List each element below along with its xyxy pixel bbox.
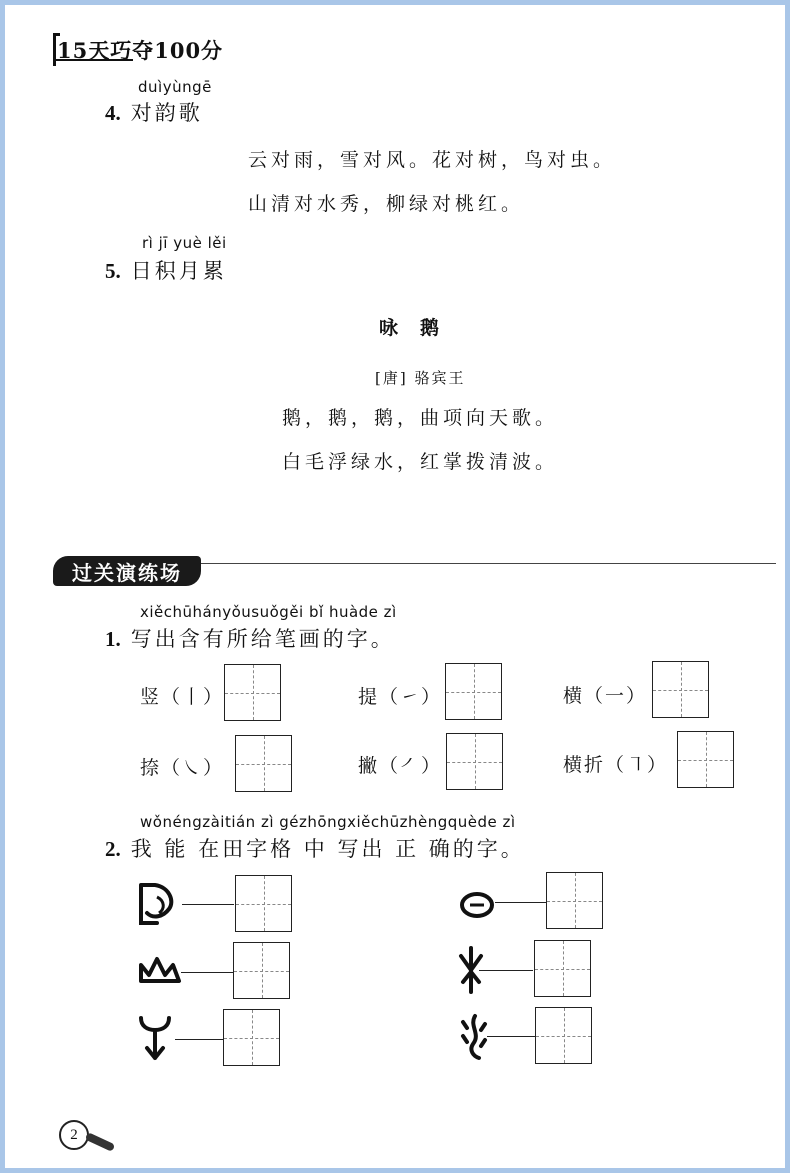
q1-item-label: 竖（丨） — [140, 686, 225, 708]
q1-item-label: 提（㇀） — [358, 686, 443, 708]
tianzige-box[interactable] — [535, 1007, 592, 1064]
magnifier-handle-icon — [85, 1132, 116, 1152]
tianzige-box[interactable] — [235, 735, 292, 792]
tianzige-box[interactable] — [534, 940, 591, 997]
tianzige-box[interactable] — [546, 872, 603, 929]
connector-line — [181, 972, 233, 973]
connector-line — [479, 970, 533, 971]
tianzige-box[interactable] — [445, 663, 502, 720]
sec5-heading — [105, 255, 227, 285]
sec5-pinyin: rì jī yuè lěi — [142, 234, 227, 252]
page-number: 2 — [59, 1120, 89, 1150]
poem-author: [唐] 骆宾王 — [375, 369, 466, 387]
sec4-pinyin: duìyùngē — [138, 78, 212, 96]
q1-title: 写出含有所给笔画的字。 — [130, 627, 395, 651]
tianzige-box[interactable] — [233, 942, 290, 999]
q1-pinyin: xiěchūhányǒusuǒgěi bǐ huàde zì — [140, 603, 397, 621]
q2-heading — [105, 833, 525, 863]
section-divider — [201, 563, 776, 564]
q1-heading — [105, 623, 395, 653]
ancient-water-icon — [455, 1012, 507, 1064]
sec4-title: 对韵歌 — [130, 101, 203, 125]
sec4-heading — [105, 97, 203, 127]
ancient-moon-icon — [135, 879, 187, 931]
poem-line-2: 白毛浮绿水，红掌拨清波。 — [282, 451, 559, 473]
connector-line — [175, 1039, 223, 1040]
tianzige-box[interactable] — [223, 1009, 280, 1066]
q2-pinyin: wǒnéngzàitián zì gézhōngxiěchūzhèngquède zì — [140, 813, 516, 831]
ancient-sheep-icon — [135, 1012, 187, 1064]
q1-number: 1. — [105, 627, 121, 651]
tianzige-box[interactable] — [446, 733, 503, 790]
connector-line — [182, 904, 234, 905]
connector-line — [495, 902, 546, 903]
tianzige-box[interactable] — [677, 731, 734, 788]
q2-title: 我 能 在田字格 中 写出 正 确的字。 — [130, 837, 525, 861]
sec4-line-1: 云对雨，雪对风。花对树，鸟对虫。 — [248, 149, 617, 171]
header-underline — [53, 59, 133, 61]
q1-item-label: 捺（㇏） — [140, 757, 225, 779]
ancient-sun-icon — [457, 879, 509, 931]
poem-title: 咏鹅 — [379, 317, 462, 339]
sec4-line-2: 山清对水秀，柳绿对桃红。 — [248, 193, 525, 215]
book-header — [57, 35, 223, 65]
ancient-mountain-icon — [137, 947, 189, 999]
tianzige-box[interactable] — [224, 664, 281, 721]
poem-line-1: 鹅，鹅，鹅，曲项向天歌。 — [282, 407, 559, 429]
header-frame — [53, 33, 60, 66]
connector-line — [487, 1036, 535, 1037]
sec5-title: 日积月累 — [130, 259, 227, 283]
q1-item-label: 撇（㇒） — [358, 755, 443, 777]
sec4-number: 4. — [105, 101, 121, 125]
tianzige-box[interactable] — [652, 661, 709, 718]
q2-number: 2. — [105, 837, 121, 861]
tianzige-box[interactable] — [235, 875, 292, 932]
practice-banner: 过关演练场 — [53, 556, 201, 586]
header-title: 15天巧夺100分 — [57, 38, 224, 63]
q1-item-label: 横折（㇕） — [563, 754, 669, 776]
sec5-number: 5. — [105, 259, 121, 283]
q1-item-label: 横（一） — [563, 685, 648, 707]
